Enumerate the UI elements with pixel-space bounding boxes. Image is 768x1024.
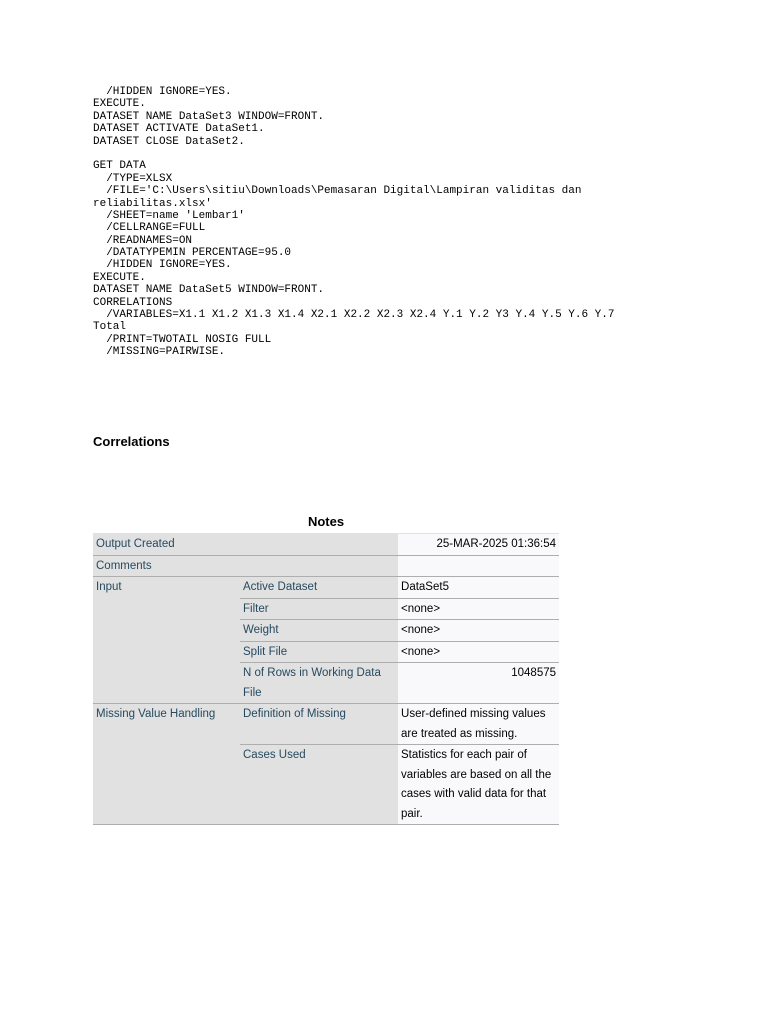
notes-table	[93, 533, 559, 825]
syntax-line	[93, 148, 615, 160]
table-row-output-created	[93, 534, 559, 556]
syntax-line: /FILE='C:\Users\sitiu\Downloads\Pemasaran Digital\Lampiran validitas dan	[93, 185, 582, 198]
syntax-line: /TYPE=XLSX	[93, 172, 173, 185]
syntax-line: /DATATYPEMIN PERCENTAGE=95.0	[93, 247, 292, 260]
syntax-line: Total	[93, 321, 127, 334]
syntax-line: /HIDDEN IGNORE=YES.	[93, 259, 232, 272]
table-row-active-dataset	[93, 577, 559, 599]
section-heading: Correlations	[93, 434, 170, 449]
syntax-line: GET DATA	[93, 160, 146, 173]
row-label-split-file: Split File	[240, 641, 398, 663]
row-label-active-dataset: Active Dataset	[240, 577, 398, 599]
value-n-of-rows: 1048575	[398, 663, 559, 704]
syntax-line: /MISSING=PAIRWISE.	[93, 346, 226, 359]
syntax-line: CORRELATIONS	[93, 296, 173, 309]
syntax-log	[93, 86, 615, 359]
value-filter: <none>	[398, 598, 559, 620]
value-cases-used: Statistics for each pair of variables are based on all the cases with valid data for that pair.	[398, 745, 559, 825]
table-row-comments	[93, 555, 559, 577]
row-group-label-missing-value-handling: Missing Value Handling	[93, 704, 240, 825]
notes-table-title: Notes	[307, 514, 345, 529]
value-weight: <none>	[398, 620, 559, 642]
syntax-line: /VARIABLES=X1.1 X1.2 X1.3 X1.4 X2.1 X2.2 X2.3 X2.4 Y.1 Y.2 Y3 Y.4 Y.5 Y.6 Y.7	[93, 309, 615, 322]
row-label-output-created: Output Created	[93, 534, 398, 556]
value-comments	[398, 555, 559, 577]
syntax-line: DATASET NAME DataSet3 WINDOW=FRONT.	[93, 110, 325, 123]
row-label-n-of-rows: N of Rows in Working Data File	[240, 663, 398, 704]
value-active-dataset: DataSet5	[398, 577, 559, 599]
syntax-line: /HIDDEN IGNORE=YES.	[93, 86, 232, 98]
syntax-line: EXECUTE.	[93, 98, 146, 111]
value-output-created: 25-MAR-2025 01:36:54	[398, 534, 559, 556]
row-label-weight: Weight	[240, 620, 398, 642]
row-label-comments: Comments	[93, 555, 398, 577]
syntax-line: /READNAMES=ON	[93, 234, 193, 247]
syntax-line: DATASET ACTIVATE DataSet1.	[93, 123, 265, 136]
syntax-line: /PRINT=TWOTAIL NOSIG FULL	[93, 333, 272, 346]
value-definition-of-missing: User-defined missing values are treated as missing.	[398, 704, 559, 745]
row-label-definition-of-missing: Definition of Missing	[240, 704, 398, 745]
row-label-filter: Filter	[240, 598, 398, 620]
syntax-line: DATASET NAME DataSet5 WINDOW=FRONT.	[93, 284, 325, 297]
table-row-definition-of-missing	[93, 704, 559, 745]
syntax-line: reliabilitas.xlsx'	[93, 197, 212, 210]
row-group-label-input: Input	[93, 577, 240, 704]
syntax-line: EXECUTE.	[93, 271, 146, 284]
row-label-cases-used: Cases Used	[240, 745, 398, 825]
syntax-line: DATASET CLOSE DataSet2.	[93, 135, 245, 148]
syntax-line: /CELLRANGE=FULL	[93, 222, 206, 235]
value-split-file: <none>	[398, 641, 559, 663]
syntax-line: /SHEET=name 'Lembar1'	[93, 209, 245, 222]
